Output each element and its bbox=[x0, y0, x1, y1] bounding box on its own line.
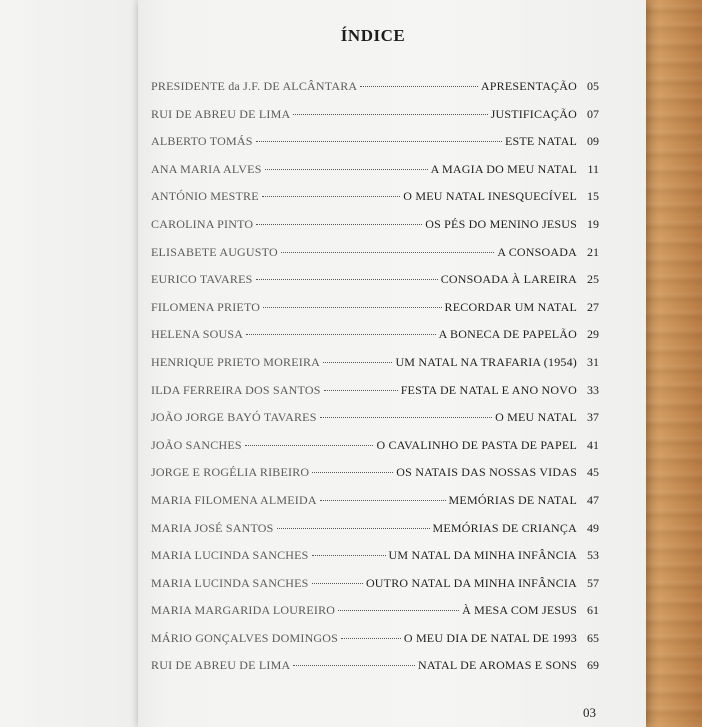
toc-entry bbox=[151, 576, 599, 604]
toc-entry bbox=[151, 300, 599, 328]
toc-author: EURICO TAVARES bbox=[151, 272, 253, 287]
dot-leader bbox=[281, 252, 494, 253]
toc-title: APRESENTAÇÃO bbox=[480, 79, 577, 93]
toc-author: JOÃO JORGE BAYÓ TAVARES bbox=[151, 410, 317, 425]
toc-author: RUI DE ABREU DE LIMA bbox=[151, 658, 291, 673]
dot-leader bbox=[277, 528, 430, 529]
toc-page-number: 31 bbox=[587, 354, 599, 369]
toc-entry bbox=[151, 493, 599, 521]
toc-author: MÁRIO GONÇALVES DOMINGOS bbox=[151, 630, 339, 645]
toc-title: A CONSOADA bbox=[497, 244, 577, 259]
background-surface bbox=[0, 0, 150, 727]
toc-entry bbox=[151, 217, 599, 245]
toc-page-number: 41 bbox=[587, 437, 599, 452]
toc-entry bbox=[151, 521, 599, 549]
toc-entry bbox=[151, 327, 599, 355]
toc-page-number: 25 bbox=[587, 272, 599, 287]
dot-leader bbox=[312, 555, 386, 556]
page-title: ÍNDICE bbox=[340, 26, 406, 45]
toc-title: O MEU NATAL INESQUECÍVEL bbox=[403, 189, 577, 204]
toc-entry bbox=[151, 548, 599, 576]
dot-leader bbox=[360, 86, 478, 87]
toc-entry bbox=[151, 134, 599, 162]
dot-leader bbox=[246, 334, 436, 335]
toc-title: MEMÓRIAS DE CRIANÇA bbox=[432, 520, 577, 535]
toc-title: MEMÓRIAS DE NATAL bbox=[448, 492, 577, 507]
toc-author: CAROLINA PINTO bbox=[151, 216, 254, 231]
toc-entry bbox=[151, 465, 599, 493]
toc-title: O CAVALINHO DE PASTA DE PAPEL bbox=[376, 437, 577, 452]
toc-author: ELISABETE AUGUSTO bbox=[151, 244, 278, 259]
toc-page-number: 11 bbox=[587, 161, 599, 176]
dot-leader bbox=[293, 665, 415, 666]
toc-page-number: 29 bbox=[587, 327, 599, 342]
toc-title: UM NATAL NA TRAFARIA (1954) bbox=[395, 354, 577, 369]
toc-author: MARIA MARGARIDA LOUREIRO bbox=[151, 603, 336, 618]
toc-title: OS PÉS DO MENINO JESUS bbox=[425, 216, 577, 231]
toc-entry bbox=[151, 79, 599, 107]
toc-author: ANTÓNIO MESTRE bbox=[151, 189, 259, 204]
toc-entry bbox=[151, 272, 599, 300]
toc-page-number: 27 bbox=[587, 299, 599, 314]
toc-author: RUI DE ABREU DE LIMA bbox=[151, 106, 291, 121]
toc-entry bbox=[151, 410, 599, 438]
toc-page-number: 07 bbox=[587, 106, 599, 121]
toc-entry bbox=[151, 438, 599, 466]
toc-author: PRESIDENTE da J.F. DE ALCÂNTARA bbox=[151, 79, 358, 93]
book-page bbox=[138, 0, 646, 727]
toc-title: ESTE NATAL bbox=[504, 134, 577, 149]
dot-leader bbox=[256, 224, 422, 225]
toc-title: A MAGIA DO MEU NATAL bbox=[430, 161, 577, 176]
toc-author: ANA MARIA ALVES bbox=[151, 161, 262, 176]
toc-title: JUSTIFICAÇÃO bbox=[490, 106, 577, 121]
toc-entry bbox=[151, 383, 599, 411]
table-of-contents bbox=[151, 79, 599, 686]
dot-leader bbox=[324, 390, 398, 391]
dot-leader bbox=[265, 169, 428, 170]
toc-author: MARIA LUCINDA SANCHES bbox=[151, 575, 309, 590]
toc-page-number: 37 bbox=[587, 410, 599, 425]
toc-page-number: 21 bbox=[587, 244, 599, 259]
toc-title: OS NATAIS DAS NOSSAS VIDAS bbox=[396, 465, 577, 480]
toc-author: MARIA FILOMENA ALMEIDA bbox=[151, 492, 317, 507]
toc-title: CONSOADA À LAREIRA bbox=[440, 272, 577, 287]
toc-page-number: 49 bbox=[587, 520, 599, 535]
toc-page-number: 33 bbox=[587, 382, 599, 397]
toc-entry bbox=[151, 162, 599, 190]
toc-entry bbox=[151, 355, 599, 383]
toc-title: O MEU DIA DE NATAL DE 1993 bbox=[403, 630, 577, 645]
toc-page-number: 15 bbox=[587, 189, 599, 204]
dot-leader bbox=[323, 362, 392, 363]
dot-leader bbox=[256, 279, 438, 280]
toc-author: MARIA JOSÉ SANTOS bbox=[151, 520, 274, 535]
toc-title: RECORDAR UM NATAL bbox=[444, 299, 577, 314]
toc-page-number: 61 bbox=[587, 603, 599, 618]
dot-leader bbox=[320, 417, 493, 418]
page-number: 03 bbox=[583, 705, 596, 720]
toc-author: JORGE E ROGÉLIA RIBEIRO bbox=[151, 465, 310, 480]
toc-page-number: 05 bbox=[587, 79, 599, 93]
toc-title: NATAL DE AROMAS E SONS bbox=[417, 658, 577, 673]
toc-page-number: 19 bbox=[587, 216, 599, 231]
toc-page-number: 69 bbox=[587, 658, 599, 673]
toc-title: O MEU NATAL bbox=[495, 410, 577, 425]
toc-title: A BONECA DE PAPELÃO bbox=[438, 327, 577, 342]
toc-page-number: 65 bbox=[587, 630, 599, 645]
dot-leader bbox=[320, 500, 446, 501]
toc-entry bbox=[151, 107, 599, 135]
toc-author: JOÃO SANCHES bbox=[151, 437, 242, 452]
toc-entry bbox=[151, 603, 599, 631]
toc-entry bbox=[151, 189, 599, 217]
toc-title: FESTA DE NATAL E ANO NOVO bbox=[400, 382, 577, 397]
toc-author: ILDA FERREIRA DOS SANTOS bbox=[151, 382, 321, 397]
dot-leader bbox=[338, 610, 459, 611]
toc-author: ALBERTO TOMÁS bbox=[151, 134, 253, 149]
toc-page-number: 09 bbox=[587, 134, 599, 149]
toc-title: UM NATAL DA MINHA INFÂNCIA bbox=[388, 548, 577, 563]
toc-title: OUTRO NATAL DA MINHA INFÂNCIA bbox=[365, 575, 577, 590]
toc-entry bbox=[151, 631, 599, 659]
dot-leader bbox=[341, 638, 401, 639]
dot-leader bbox=[293, 114, 487, 115]
toc-title: À MESA COM JESUS bbox=[462, 603, 577, 618]
toc-page-number: 45 bbox=[587, 465, 599, 480]
toc-page-number: 47 bbox=[587, 492, 599, 507]
dot-leader bbox=[263, 307, 441, 308]
dot-leader bbox=[312, 472, 393, 473]
dot-leader bbox=[312, 583, 363, 584]
toc-page-number: 57 bbox=[587, 575, 599, 590]
toc-author: FILOMENA PRIETO bbox=[151, 299, 261, 314]
toc-entry bbox=[151, 245, 599, 273]
toc-author: MARIA LUCINDA SANCHES bbox=[151, 548, 309, 563]
toc-entry bbox=[151, 658, 599, 686]
toc-author: HELENA SOUSA bbox=[151, 327, 244, 342]
dot-leader bbox=[245, 445, 374, 446]
dot-leader bbox=[256, 141, 502, 142]
toc-author: HENRIQUE PRIETO MOREIRA bbox=[151, 354, 321, 369]
toc-page-number: 53 bbox=[587, 548, 599, 563]
dot-leader bbox=[262, 196, 400, 197]
